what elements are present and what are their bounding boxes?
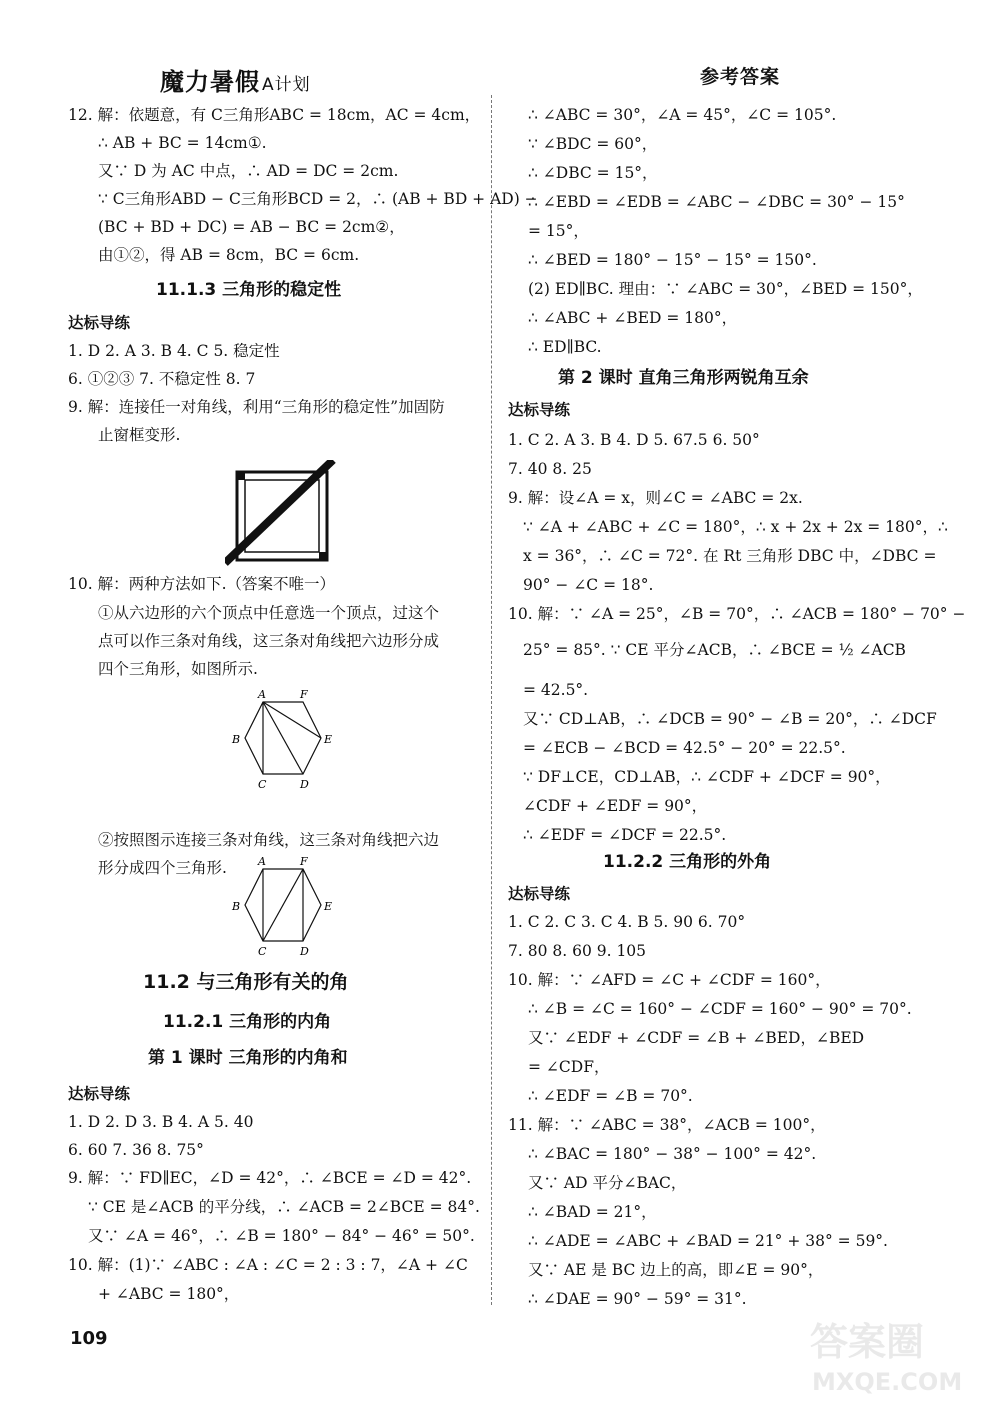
- answer-line: x = 36°，∴ ∠C = 72°. 在 Rt 三角形 DBC 中，∠DBC =: [523, 547, 937, 565]
- answer-line: ∴ ∠EDF = ∠DCF = 22.5°.: [523, 826, 727, 844]
- answer-line: 四个三角形，如图所示.: [98, 660, 258, 678]
- answer-line: 6. 60 7. 36 8. 75°: [68, 1141, 204, 1159]
- answer-line: ∠CDF + ∠EDF = 90°，: [523, 797, 708, 815]
- vertex-label: E: [324, 900, 333, 913]
- hexagon-figure-1: [228, 688, 343, 798]
- watermark-logo: [800, 1310, 970, 1400]
- answer-line: ∴ ∠DBC = 15°，: [528, 164, 658, 182]
- answer-line: 由①②，得 AB = 8cm，BC = 6cm.: [98, 246, 360, 264]
- answer-line: 10. 解：(1)∵ ∠ABC : ∠A : ∠C = 2 : 3 : 7，∠A + ∠C: [68, 1256, 468, 1274]
- answer-line: 7. 80 8. 60 9. 105: [508, 942, 647, 960]
- page-number: 109: [70, 1328, 108, 1349]
- answer-line: 9. 解：∵ FD∥EC，∠D = 42°，∴ ∠BCE = ∠D = 42°.: [68, 1169, 472, 1187]
- answer-line: 11. 解：∵ ∠ABC = 38°，∠ACB = 100°，: [508, 1116, 826, 1134]
- section-heading: 11.2.2 三角形的外角: [603, 852, 772, 872]
- section-heading: 第 1 课时 三角形的内角和: [148, 1048, 348, 1068]
- answer-line: ∴ ∠BAC = 180° − 38° − 100° = 42°.: [528, 1145, 817, 1163]
- section-heading: 11.1.3 三角形的稳定性: [156, 280, 342, 300]
- section-heading: 达标导练: [508, 401, 571, 419]
- vertex-label: E: [324, 733, 333, 746]
- vertex-label: B: [232, 900, 241, 913]
- answer-line: = 42.5°.: [523, 681, 589, 699]
- answer-line: ∴ ∠BED = 180° − 15° − 15° = 150°.: [528, 251, 817, 269]
- answer-line: (BC + BD + DC) = AB − BC = 2cm②，: [98, 218, 405, 236]
- section-heading: 达标导练: [68, 314, 131, 332]
- hexagon-figure-2: [228, 855, 343, 965]
- answer-line: 又∵ ∠A = 46°，∴ ∠B = 180° − 84° − 46° = 50°.: [88, 1227, 475, 1245]
- answer-header: 参考答案: [700, 66, 781, 88]
- answer-line: ∴ ∠ABC + ∠BED = 180°，: [528, 309, 738, 327]
- answer-line: 止窗框变形.: [98, 426, 181, 444]
- answer-line: ∴ ∠BAD = 21°，: [528, 1203, 657, 1221]
- column-divider: [491, 95, 492, 1305]
- answer-line: 形分成四个三角形.: [98, 859, 227, 877]
- answer-line: ∵ CE 是∠ACB 的平分线，∴ ∠ACB = 2∠BCE = 84°.: [88, 1198, 480, 1216]
- section-heading: 第 2 课时 直角三角形两锐角互余: [558, 368, 809, 388]
- section-heading: 11.2.1 三角形的内角: [163, 1012, 332, 1032]
- answer-line: 90° − ∠C = 18°.: [523, 576, 654, 594]
- svg-text:MXQE.COM: MXQE.COM: [812, 1368, 963, 1396]
- section-heading: 11.2 与三角形有关的角: [143, 971, 349, 993]
- answer-line: ∴ ∠ADE = ∠ABC + ∠BAD = 21° + 38° = 59°.: [528, 1232, 888, 1250]
- vertex-label: C: [258, 778, 267, 791]
- answer-line: 7. 40 8. 25: [508, 460, 592, 478]
- answer-line: ∴ ∠EBD = ∠EDB = ∠ABC − ∠DBC = 30° − 15°: [528, 193, 905, 211]
- section-heading: 达标导练: [68, 1085, 131, 1103]
- answer-line: 25° = 85°. ∵ CE 平分∠ACB，∴ ∠BCE = ½ ∠ACB: [523, 641, 906, 659]
- vertex-label: D: [300, 945, 309, 958]
- vertex-label: A: [258, 688, 266, 701]
- answer-line: ∴ AB + BC = 14cm①.: [98, 134, 267, 152]
- answer-line: (2) ED∥BC. 理由：∵ ∠ABC = 30°，∠BED = 150°，: [528, 280, 923, 298]
- answer-line: = ∠CDF，: [528, 1058, 610, 1076]
- section-heading: 达标导练: [508, 885, 571, 903]
- answer-line: 12. 解：依题意，有 C三角形ABC = 18cm，AC = 4cm，: [68, 106, 481, 124]
- answer-line: ∵ C三角形ABD − C三角形BCD = 2，∴ (AB + BD + AD) −: [98, 190, 538, 208]
- answer-line: ∵ DF⊥CE，CD⊥AB，∴ ∠CDF + ∠DCF = 90°，: [523, 768, 891, 786]
- answer-line: ∴ ∠DAE = 90° − 59° = 31°.: [528, 1290, 747, 1308]
- answer-line: 1. D 2. D 3. B 4. A 5. 40: [68, 1113, 254, 1131]
- answer-line: 1. C 2. A 3. B 4. D 5. 67.5 6. 50°: [508, 431, 760, 449]
- vertex-label: D: [300, 778, 309, 791]
- answer-line: 10. 解：两种方法如下.（答案不唯一）: [68, 575, 336, 593]
- answer-line: 又∵ AD 平分∠BAC，: [528, 1174, 687, 1192]
- book-title: 魔力暑假 A计划: [160, 68, 311, 96]
- answer-line: ①从六边形的六个顶点中任意选一个顶点，过这个: [98, 604, 440, 622]
- answer-line: + ∠ABC = 180°，: [98, 1285, 240, 1303]
- answer-line: ②按照图示连接三条对角线，这三条对角线把六边: [98, 831, 440, 849]
- answer-line: 又∵ CD⊥AB，∴ ∠DCB = 90° − ∠B = 20°，∴ ∠DCF: [523, 710, 937, 728]
- answer-line: = 15°，: [528, 222, 589, 240]
- answer-line: 又∵ D 为 AC 中点，∴ AD = DC = 2cm.: [98, 162, 399, 180]
- vertex-label: F: [300, 855, 308, 868]
- answer-line: ∵ ∠BDC = 60°，: [528, 135, 658, 153]
- svg-text:答案圈: 答案圈: [810, 1320, 925, 1364]
- answer-line: 6. ①②③ 7. 不稳定性 8. 7: [68, 370, 256, 388]
- answer-line: 点可以作三条对角线，这三条对角线把六边形分成: [98, 632, 440, 650]
- answer-line: ∴ ∠B = ∠C = 160° − ∠CDF = 160° − 90° = 70°.: [528, 1000, 912, 1018]
- window-frame-figure: [225, 460, 340, 570]
- answer-line: ∵ ∠A + ∠ABC + ∠C = 180°，∴ x + 2x + 2x = 180°，∴: [523, 518, 948, 536]
- vertex-label: C: [258, 945, 267, 958]
- answer-line: ∴ ∠ABC = 30°，∠A = 45°，∠C = 105°.: [528, 106, 837, 124]
- answer-line: 又∵ AE 是 BC 边上的高，即∠E = 90°，: [528, 1261, 824, 1279]
- vertex-label: A: [258, 855, 266, 868]
- answer-line: 10. 解：∵ ∠A = 25°，∠B = 70°，∴ ∠ACB = 180° − 70° −: [508, 605, 966, 623]
- vertex-label: F: [300, 688, 308, 701]
- answer-line: 9. 解：连接任一对角线，利用“三角形的稳定性”加固防: [68, 398, 445, 416]
- answer-line: 9. 解：设∠A = x，则∠C = ∠ABC = 2x.: [508, 489, 803, 507]
- answer-line: 1. C 2. C 3. C 4. B 5. 90 6. 70°: [508, 913, 746, 931]
- answer-line: 1. D 2. A 3. B 4. C 5. 稳定性: [68, 342, 280, 360]
- answer-line: = ∠ECB − ∠BCD = 42.5° − 20° = 22.5°.: [523, 739, 846, 757]
- answer-line: ∴ ∠EDF = ∠B = 70°.: [528, 1087, 693, 1105]
- answer-line: 10. 解：∵ ∠AFD = ∠C + ∠CDF = 160°，: [508, 971, 831, 989]
- answer-line: ∴ ED∥BC.: [528, 338, 602, 356]
- answer-line: 又∵ ∠EDF + ∠CDF = ∠B + ∠BED，∠BED: [528, 1029, 865, 1047]
- vertex-label: B: [232, 733, 241, 746]
